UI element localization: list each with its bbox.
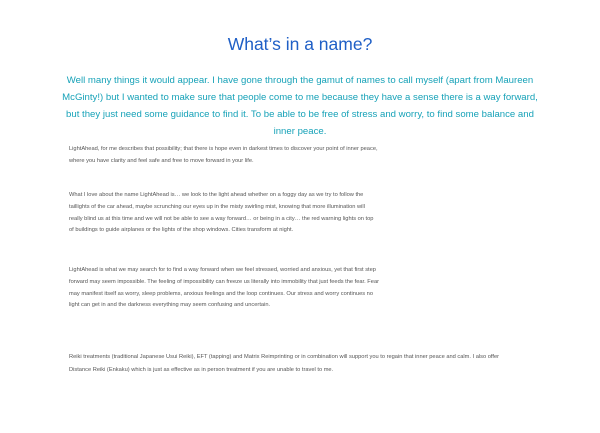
body-paragraph-search-way-forward: LightAhead is what we may search for to find a way forward when we feel stressed, worried and anxious, yet that first step forward may seem impossible. The feeling of impossibility can freeze us literally into immobility that just feeds the fear. Fear may manifest itself as worry, sleep problems, anxious feelings and the loop continues. Our stress and worry continues no light can get in and the darkness everything may seem confusing and uncertain. xyxy=(69,267,379,309)
body-paragraph-lightahead-meaning: LightAhead, for me describes that possibility; that there is hope even in darkest times to discover your point of inner peace, where you have clarity and feel safe and free to move forward in your life. xyxy=(69,146,378,164)
lead-paragraph: Well many things it would appear. I have gone through the gamut of names to call myself (apart from Maureen McGinty!) but I wanted to make sure that people come to me because they have a sense there is a way forward, but they just need some guidance to find it. To be able to be free of stress and worry, to find some balance and inner peace. xyxy=(62,75,538,137)
page-title: What’s in a name? xyxy=(227,34,373,54)
body-paragraph-love-name: What I love about the name LightAhead is… we look to the light ahead whether on a foggy day as we try to follow the taillights of the car ahead, maybe scrunching our eyes up in the misty swirling mist, knowing that more illumination will really blind us at this time and we will not be able to see a way forward… or being in a city… the red warning lights on top of buildings to guide airplanes or the lights of the shop windows. Cities transform at night. xyxy=(69,192,374,234)
body-paragraph-reiki-treatments: Reiki treatments (traditional Japanese Usui Reiki), EFT (tapping) and Matrix Reimprinting or in combination will support you to regain that inner peace and calm. I also offer Distance Reiki (Enkaku) which is just as effective as in person treatment if you are unable to travel to me. xyxy=(69,354,500,373)
